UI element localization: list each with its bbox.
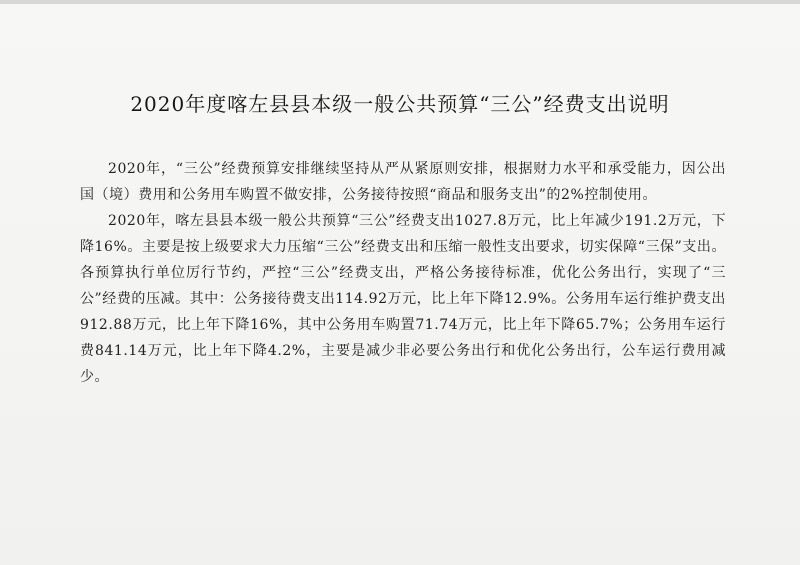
document-body — [80, 156, 726, 390]
scan-edge — [0, 0, 800, 4]
document-title: 2020年度喀左县县本级一般公共预算“三公”经费支出说明 — [130, 92, 670, 116]
paragraph-1: 2020年，“三公”经费预算安排继续坚持从严从紧原则安排，根据财力水平和承受能力，因公出国（境）费用和公务用车购置不做安排，公务接待按照“商品和服务支出”的2%控制使用。 — [80, 161, 726, 203]
paragraph-2: 2020年，喀左县县本级一般公共预算“三公”经费支出1027.8万元，比上年减少191.2万元，下降16%。主要是按上级要求大力压缩“三公”经费支出和压缩一般性支出要求，切实保障“三保”支出。各预算执行单位厉行节约，严控“三公”经费支出，严格公务接待标准，优化公务出行，实现了“三公”经费的压减。其中：公务接待费支出114.92万元，比上年下降12.9%。公务用车运行维护费支出912.88万元，比上年下降16%，其中公务用车购置71.74万元，比上年下降65.7%；公务用车运行费841.14万元，比上年下降4.2%，主要是减少非必要公务出行和优化公务出行，公车运行费用减少。 — [80, 213, 726, 385]
